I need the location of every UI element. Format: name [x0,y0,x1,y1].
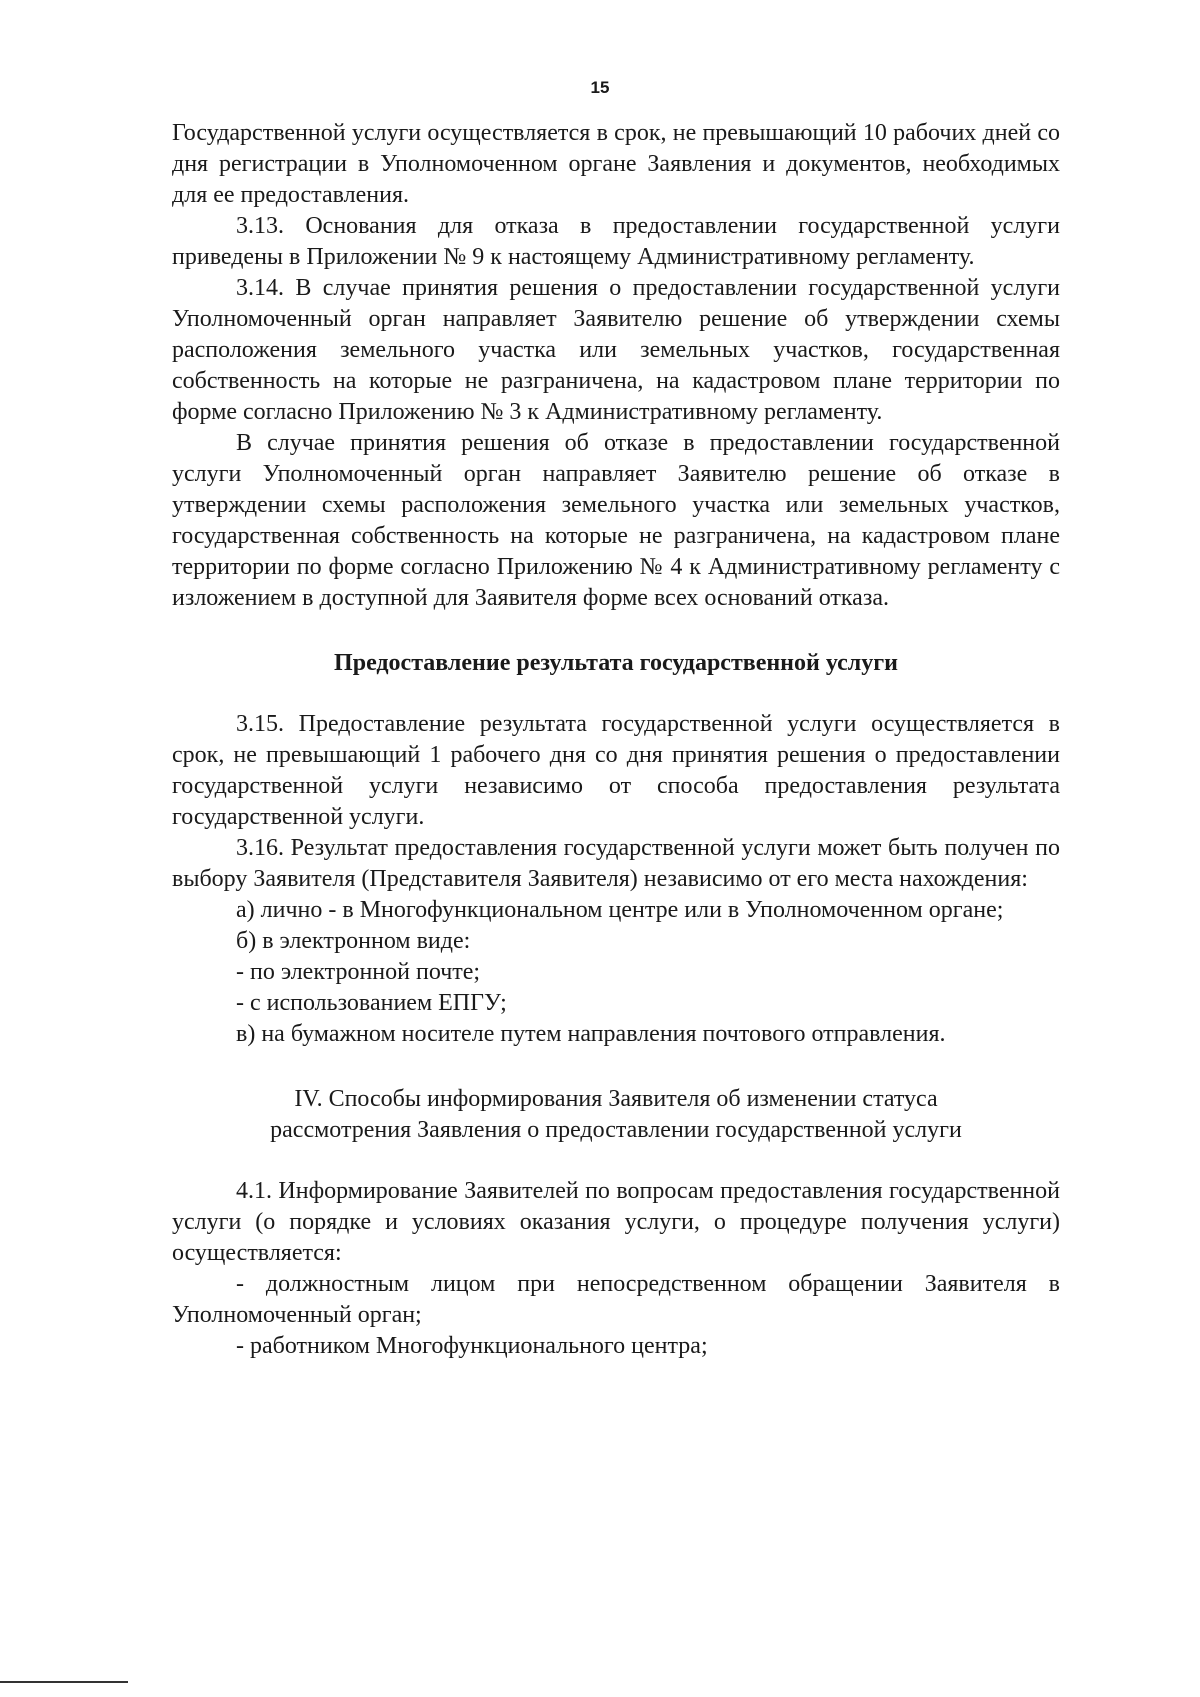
section-heading-iv [172,1084,1060,1146]
footnote-divider [0,1681,128,1683]
paragraph-continuation: Государственной услуги осуществляется в срок, не превышающий 10 рабочих дней со дня регистрации в Уполномоченном органе Заявления и документов, необходимых для ее предоставления. [172,120,1060,208]
section-heading-iv-line2: рассмотрения Заявления о предоставлении государственной услуги [270,1117,962,1143]
paragraph-3-13: 3.13. Основания для отказа в предоставлении государственной услуги приведены в Приложении № 9 к настоящему Административному регламенту. [172,213,1060,270]
list-item-v: в) на бумажном носителе путем направления почтового отправления. [236,1021,946,1047]
list-item-a: а) лично - в Многофункциональном центре или в Уполномоченном органе; [236,897,1004,923]
section-heading-result: Предоставление результата государственной услуги [334,650,898,676]
paragraph-4-1: 4.1. Информирование Заявителей по вопросам предоставления государственной услуги (о порядке и условиях оказания услуги, о процедуре получения услуги) осуществляется: [172,1178,1060,1266]
list-item-b: б) в электронном виде: [236,928,471,954]
paragraph-refusal: В случае принятия решения об отказе в предоставлении государственной услуги Уполномоченный орган направляет Заявителю решение об отказе в утверждении схемы расположения земельного участка или земельных участков, государственная собственность на которые не разграничена, на кадастровом плане территории по форме согласно Приложению № 4 к Административному регламенту с изложением в доступной для Заявителя форме всех оснований отказа. [172,430,1060,611]
document-body [172,118,1060,1362]
paragraph-3-14: 3.14. В случае принятия решения о предоставлении государственной услуги Уполномоченный орган направляет Заявителю решение об утверждении схемы расположения земельного участка или земельных участков, государственная собственность на которые не разграничена, на кадастровом плане территории по форме согласно Приложению № 3 к Административному регламенту. [172,275,1060,425]
paragraph-3-16: 3.16. Результат предоставления государственной услуги может быть получен по выбору Заявителя (Представителя Заявителя) независимо от его места нахождения: [172,835,1060,892]
list-item-email: - по электронной почте; [236,959,481,985]
page-number: 15 [590,78,610,97]
list-item-epgu: - с использованием ЕПГУ; [236,990,507,1016]
paragraph-3-15: 3.15. Предоставление результата государственной услуги осуществляется в срок, не превышающий 1 рабочего дня со дня принятия решения о предоставлении государственной услуги независимо от способа предоставления результата государственной услуги. [172,711,1060,830]
list-item-mfc-worker: - работником Многофункционального центра; [236,1333,708,1359]
list-item-official: - должностным лицом при непосредственном обращении Заявителя в Уполномоченный орган; [172,1271,1060,1328]
section-heading-iv-line1: IV. Способы информирования Заявителя об изменении статуса [294,1086,938,1112]
